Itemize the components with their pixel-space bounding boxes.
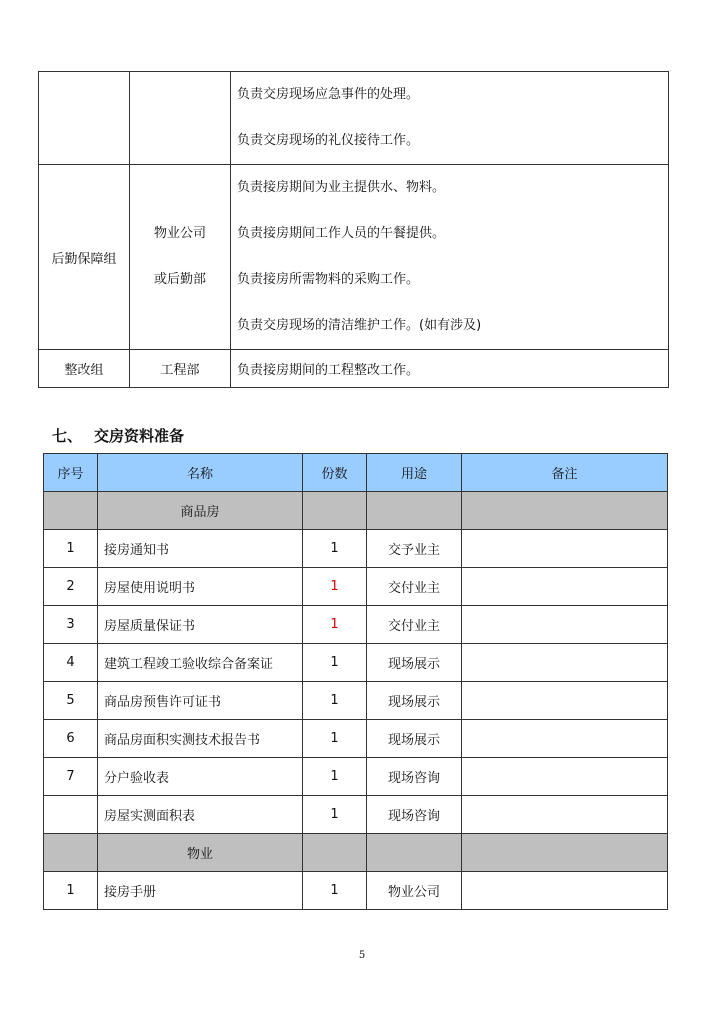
table-row <box>44 720 668 758</box>
duties-cell: 负责接房期间的工程整改工作。 <box>231 350 669 388</box>
duty-line: 负责接房期间为业主提供水、物料。 <box>237 180 446 195</box>
header-use: 用途 <box>367 454 462 492</box>
header-index: 序号 <box>44 454 98 492</box>
row-copies: 1 <box>303 530 367 568</box>
page-number: 5 <box>358 950 366 961</box>
department-line: 物业公司 <box>153 226 206 241</box>
row-index <box>44 796 98 834</box>
section-heading <box>52 425 184 446</box>
row-note <box>462 606 668 644</box>
row-use: 交予业主 <box>367 530 462 568</box>
row-index: 1 <box>44 872 98 910</box>
table-row <box>39 72 669 165</box>
row-index: 6 <box>44 720 98 758</box>
table-row <box>44 530 668 568</box>
duty-line: 负责交房现场的清洁维护工作。(如有涉及) <box>237 318 482 333</box>
group-row <box>44 492 668 530</box>
row-index: 5 <box>44 682 98 720</box>
group-cell <box>39 72 130 165</box>
header-name: 名称 <box>98 454 303 492</box>
row-note <box>462 568 668 606</box>
row-use: 现场咨询 <box>367 758 462 796</box>
row-use: 现场咨询 <box>367 796 462 834</box>
duty-line: 负责交房现场应急事件的处理。 <box>237 87 420 102</box>
row-copies: 1 <box>303 606 367 644</box>
responsibilities-table <box>38 71 669 388</box>
row-note <box>462 872 668 910</box>
group-label: 商品房 <box>98 492 303 530</box>
row-use: 交付业主 <box>367 568 462 606</box>
row-name: 房屋质量保证书 <box>98 606 303 644</box>
row-index: 4 <box>44 644 98 682</box>
table-row <box>44 682 668 720</box>
table-row <box>39 350 669 388</box>
row-use: 现场展示 <box>367 682 462 720</box>
group-cell: 后勤保障组 <box>39 165 130 350</box>
table-row <box>39 165 669 350</box>
row-use: 现场展示 <box>367 720 462 758</box>
table-row <box>44 796 668 834</box>
row-copies: 1 <box>303 568 367 606</box>
row-index: 1 <box>44 530 98 568</box>
row-note <box>462 644 668 682</box>
group-cell: 整改组 <box>39 350 130 388</box>
department-cell <box>130 165 231 350</box>
documents-table <box>43 453 668 910</box>
row-copies: 1 <box>303 758 367 796</box>
row-note <box>462 796 668 834</box>
row-copies: 1 <box>303 682 367 720</box>
duty-line: 负责接房所需物料的采购工作。 <box>237 272 420 287</box>
row-note <box>462 530 668 568</box>
table-row <box>44 758 668 796</box>
row-name: 商品房面积实测技术报告书 <box>98 720 303 758</box>
table-header-row <box>44 454 668 492</box>
table-row <box>44 644 668 682</box>
section-title: 交房资料准备 <box>94 427 185 445</box>
row-note <box>462 720 668 758</box>
row-name: 房屋实测面积表 <box>98 796 303 834</box>
row-name: 分户验收表 <box>98 758 303 796</box>
department-line: 或后勤部 <box>153 272 206 287</box>
table-row <box>44 606 668 644</box>
row-name: 接房手册 <box>98 872 303 910</box>
row-name: 房屋使用说明书 <box>98 568 303 606</box>
duty-line: 负责接房期间工作人员的午餐提供。 <box>237 226 446 241</box>
row-use: 现场展示 <box>367 644 462 682</box>
table-row <box>44 872 668 910</box>
row-copies: 1 <box>303 796 367 834</box>
row-copies: 1 <box>303 720 367 758</box>
row-note <box>462 682 668 720</box>
header-note: 备注 <box>462 454 668 492</box>
row-name: 接房通知书 <box>98 530 303 568</box>
row-name: 商品房预售许可证书 <box>98 682 303 720</box>
row-index: 2 <box>44 568 98 606</box>
row-name: 建筑工程竣工验收综合备案证 <box>98 644 303 682</box>
duties-cell <box>231 72 669 165</box>
department-cell: 工程部 <box>130 350 231 388</box>
department-cell <box>130 72 231 165</box>
row-use: 物业公司 <box>367 872 462 910</box>
duties-cell <box>231 165 669 350</box>
section-number: 七、 <box>52 427 83 445</box>
row-copies: 1 <box>303 644 367 682</box>
group-label: 物业 <box>98 834 303 872</box>
group-row <box>44 834 668 872</box>
table-row <box>44 568 668 606</box>
row-note <box>462 758 668 796</box>
row-copies: 1 <box>303 872 367 910</box>
row-index: 3 <box>44 606 98 644</box>
row-use: 交付业主 <box>367 606 462 644</box>
header-copies: 份数 <box>303 454 367 492</box>
duty-line: 负责交房现场的礼仪接待工作。 <box>237 133 420 148</box>
row-index: 7 <box>44 758 98 796</box>
